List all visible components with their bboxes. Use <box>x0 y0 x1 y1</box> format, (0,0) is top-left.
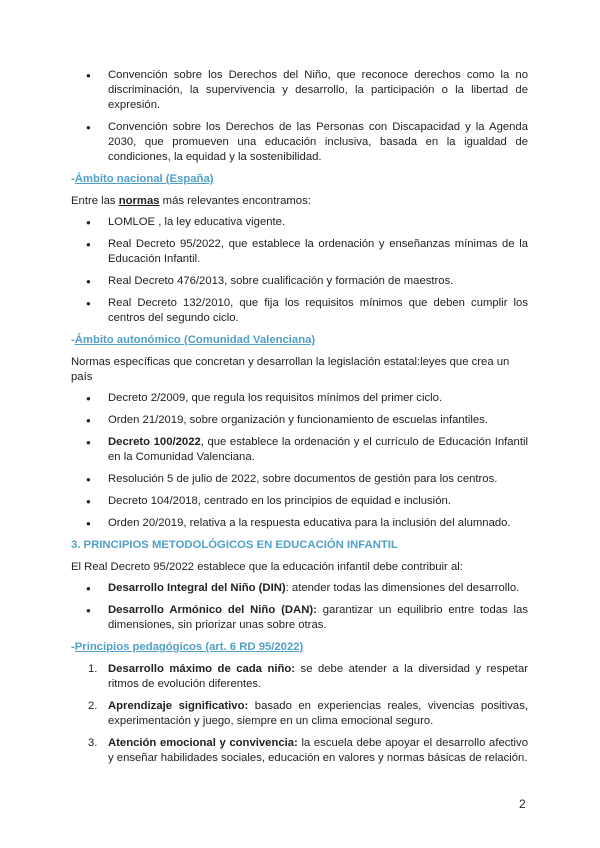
list-item: ● Desarrollo Integral del Niño (DIN): atender todas las dimensiones del desarrollo. <box>71 581 528 596</box>
section-3-title: 3. PRINCIPIOS METODOLÓGICOS EN EDUCACIÓN INFANTIL <box>71 539 398 551</box>
list-item: ● LOMLOE , la ley educativa vigente. <box>71 215 528 230</box>
regional-list <box>71 391 528 531</box>
national-heading-link[interactable]: Ámbito nacional (España) <box>74 173 214 185</box>
regional-heading: -Ámbito autonómico (Comunidad Valenciana) <box>71 334 316 346</box>
principles-list <box>71 662 528 766</box>
list-item: ● Real Decreto 476/2013, sobre cualificación y formación de maestros. <box>71 274 528 289</box>
document-page <box>71 68 528 773</box>
list-item: ● Real Decreto 132/2010, que fija los requisitos mínimos que deben cumplir los centros del segundo ciclo. <box>71 296 528 326</box>
page-number: 2 <box>519 797 526 811</box>
principles-heading-link[interactable]: Principios pedagógicos (art. 6 RD 95/2022) <box>74 641 304 653</box>
list-item: ● Orden 20/2019, relativa a la respuesta educativa para la inclusión del alumnado. <box>71 516 528 531</box>
national-intro: Entre las normas más relevantes encontramos: <box>71 195 311 207</box>
international-list <box>71 68 528 165</box>
regional-heading-link[interactable]: Ámbito autonómico (Comunidad Valenciana) <box>74 334 316 346</box>
list-item: ● Decreto 100/2022, que establece la ordenación y el currículo de Educación Infantil en la Comunidad Valenciana. <box>71 435 528 465</box>
national-heading: -Ámbito nacional (España) <box>71 173 214 185</box>
development-list <box>71 581 528 633</box>
list-item: ● Decreto 2/2009, que regula los requisitos mínimos del primer ciclo. <box>71 391 528 406</box>
section-3-intro: El Real Decreto 95/2022 establece que la educación infantil debe contribuir al: <box>71 561 463 573</box>
list-item: ● Resolución 5 de julio de 2022, sobre documentos de gestión para los centros. <box>71 472 528 487</box>
list-item: 1. Desarrollo máximo de cada niño: se debe atender a la diversidad y respetar ritmos de evolución diferentes. <box>88 663 528 690</box>
list-item: ● Orden 21/2019, sobre organización y funcionamiento de escuelas infantiles. <box>71 413 528 428</box>
principles-heading: -Principios pedagógicos (art. 6 RD 95/2022) <box>71 641 304 653</box>
list-item: 2. Aprendizaje significativo: basado en experiencias reales, vivencias positivas, experimentación y juego, siempre en un clima emocional seguro. <box>88 700 529 727</box>
list-item: ● Decreto 104/2018, centrado en los principios de equidad e inclusión. <box>71 494 528 509</box>
national-list <box>71 215 528 326</box>
list-item: ● Desarrollo Armónico del Niño (DAN): garantizar un equilibrio entre todas las dimensiones, sin priorizar unas sobre otras. <box>71 603 528 633</box>
list-item: ● Convención sobre los Derechos de las Personas con Discapacidad y la Agenda 2030, que promueven una educación inclusiva, basada en la igualdad de condiciones, la equidad y la sostenibilidad. <box>71 120 528 165</box>
list-item: ● Real Decreto 95/2022, que establece la ordenación y enseñanzas mínimas de la Educación Infantil. <box>71 237 528 267</box>
regional-intro: Normas específicas que concretan y desarrollan la legislación estatal:leyes que crea un país <box>71 356 510 383</box>
list-item: 3. Atención emocional y convivencia: la escuela debe apoyar el desarrollo afectivo y enseñar habilidades sociales, educación en valores y normas básicas de relación. <box>88 737 528 764</box>
list-item: ● Convención sobre los Derechos del Niño, que reconoce derechos como la no discriminación, la supervivencia y desarrollo, la participación o la libertad de expresión. <box>71 68 528 113</box>
